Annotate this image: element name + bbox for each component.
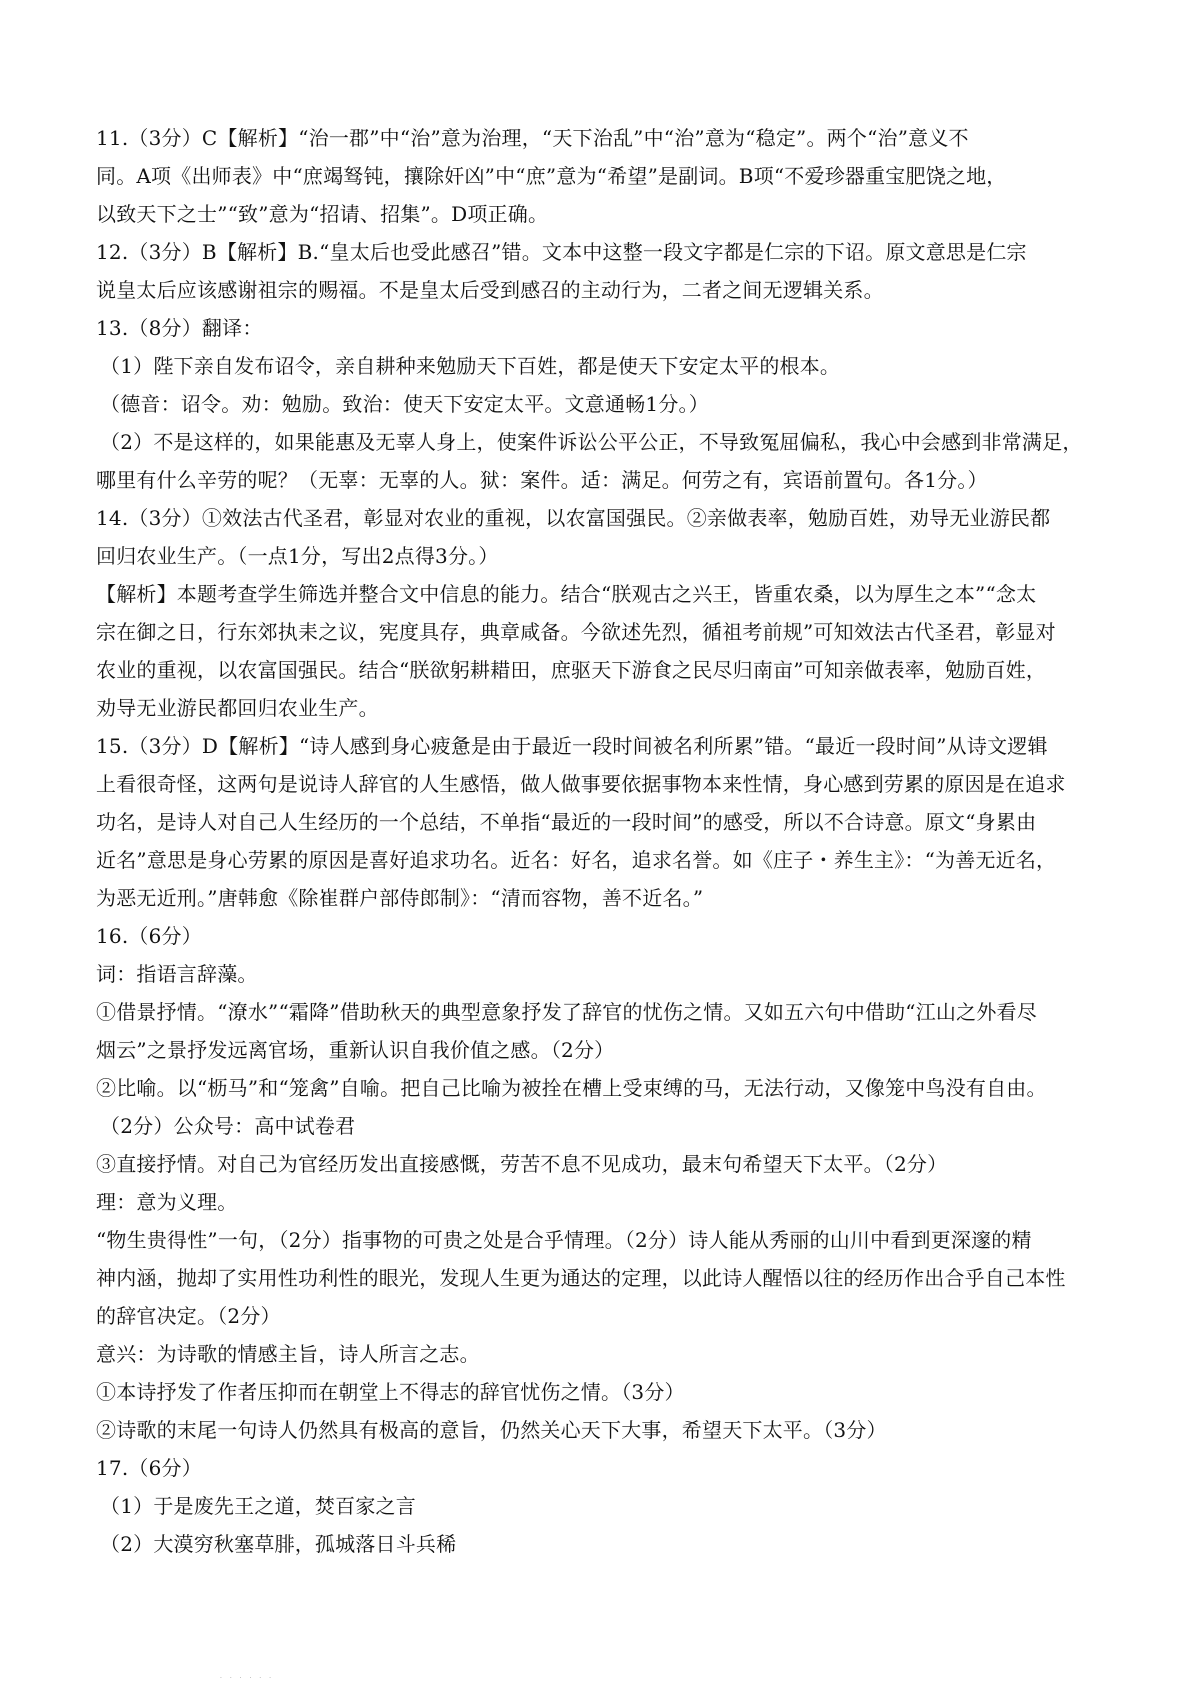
text-line: 神内涵，抛却了实用性功利性的眼光，发现人生更为通达的定理，以此诗人醒悟以往的经历作出合乎自己本性 xyxy=(96,1266,1066,1290)
text-line: ②比喻。以“枥马”和“笼禽”自喻。把自己比喻为被拴在槽上受束缚的马，无法行动，又像笼中鸟没有自由。 xyxy=(96,1076,1047,1100)
text-line: 说皇太后应该感谢祖宗的赐福。不是皇太后受到感召的主动行为，二者之间无逻辑关系。 xyxy=(96,278,884,302)
footer-decoration: · · · · · · xyxy=(220,1675,274,1682)
text-line: 15.（3分）D【解析】“诗人感到身心疲惫是由于最近一段时间被名利所累”错。“最近一段时间”从诗文逻辑 xyxy=(96,734,1048,758)
text-line: （1）于是废先王之道，焚百家之言 xyxy=(100,1494,416,1518)
text-line: 同。A项《出师表》中“庶竭驽钝，攘除奸凶”中“庶”意为“希望”是副词。B项“不爱珍器重宝肥饶之地， xyxy=(96,164,1007,188)
text-line: 哪里有什么辛劳的呢？（无辜：无辜的人。狱：案件。适：满足。何劳之有，宾语前置句。各1分。） xyxy=(96,468,988,492)
text-line: 词：指语言辞藻。 xyxy=(96,962,258,986)
text-line: 上看很奇怪，这两句是说诗人辞官的人生感悟，做人做事要依据事物本来性情，身心感到劳累的原因是在追求 xyxy=(96,772,1066,796)
text-line: （2）大漠穷秋塞草腓，孤城落日斗兵稀 xyxy=(100,1532,457,1556)
text-line: （德音：诏令。劝：勉励。致治：使天下安定太平。文意通畅1分。） xyxy=(100,392,709,416)
text-line: 12.（3分）B【解析】B.“皇太后也受此感召”错。文本中这整一段文字都是仁宗的下诏。原文意思是仁宗 xyxy=(96,240,1027,264)
text-line: ③直接抒情。对自己为官经历发出直接感慨，劳苦不息不见成功，最末句希望天下太平。（2分） xyxy=(96,1152,948,1176)
text-line: 17.（6分） xyxy=(96,1456,202,1480)
text-line: 11.（3分）C【解析】“治一郡”中“治”意为治理，“天下治乱”中“治”意为“稳定”。两个“治”意义不 xyxy=(96,126,969,150)
text-line: 回归农业生产。（一点1分，写出2点得3分。） xyxy=(96,544,499,568)
text-line: “物生贵得性”一句，（2分）指事物的可贵之处是合乎情理。（2分）诗人能从秀丽的山川中看到更深邃的精 xyxy=(96,1228,1032,1252)
text-line: 功名，是诗人对自己人生经历的一个总结，不单指“最近的一段时间”的感受，所以不合诗意。原文“身累由 xyxy=(96,810,1037,834)
text-line: 宗在御之日，行东郊执耒之议，宪度具存，典章咸备。今欲述先烈，循祖考前规”可知效法古代圣君，彰显对 xyxy=(96,620,1056,644)
text-line: 为恶无近刑。”唐韩愈《除崔群户部侍郎制》：“清而容物，善不近名。” xyxy=(96,886,704,910)
text-line: ②诗歌的末尾一句诗人仍然具有极高的意旨，仍然关心天下大事，希望天下太平。（3分） xyxy=(96,1418,887,1442)
text-line: ①借景抒情。“潦水”“霜降”借助秋天的典型意象抒发了辞官的忧伤之情。又如五六句中借助“江山之外看尽 xyxy=(96,1000,1037,1024)
text-line: （2）不是这样的，如果能惠及无辜人身上，使案件诉讼公平公正，不导致冤屈偏私，我心中会感到非常满足， xyxy=(100,430,1083,454)
text-line: （1）陛下亲自发布诏令，亲自耕种来勉励天下百姓，都是使天下安定太平的根本。 xyxy=(100,354,841,378)
text-line: 以致天下之士”“致”意为“招请、招集”。D项正确。 xyxy=(96,202,549,226)
text-line: 农业的重视，以农富国强民。结合“朕欲躬耕耤田，庶驱天下游食之民尽归南亩”可知亲做表率，勉励百姓， xyxy=(96,658,1047,682)
text-line: 【解析】本题考查学生筛选并整合文中信息的能力。结合“朕观古之兴王，皆重农桑，以为厚生之本”“念太 xyxy=(96,582,1037,606)
text-line: 14.（3分）①效法古代圣君，彰显对农业的重视，以农富国强民。②亲做表率，勉励百姓，劝导无业游民都 xyxy=(96,506,1051,530)
text-line: 近名”意思是身心劳累的原因是喜好追求功名。近名：好名，追求名誉。如《庄子・养生主》：“为善无近名， xyxy=(96,848,1057,872)
text-line: 烟云”之景抒发远离官场，重新认识自我价值之感。（2分） xyxy=(96,1038,615,1062)
text-line: 13.（8分）翻译： xyxy=(96,316,263,340)
text-line: 劝导无业游民都回归农业生产。 xyxy=(96,696,379,720)
text-line: （2分）公众号：高中试卷君 xyxy=(100,1114,356,1138)
text-line: 的辞官决定。（2分） xyxy=(96,1304,281,1328)
text-line: ①本诗抒发了作者压抑而在朝堂上不得志的辞官忧伤之情。（3分） xyxy=(96,1380,685,1404)
text-line: 意兴：为诗歌的情感主旨，诗人所言之志。 xyxy=(96,1342,480,1366)
text-line: 16.（6分） xyxy=(96,924,202,948)
text-line: 理：意为义理。 xyxy=(96,1190,238,1214)
